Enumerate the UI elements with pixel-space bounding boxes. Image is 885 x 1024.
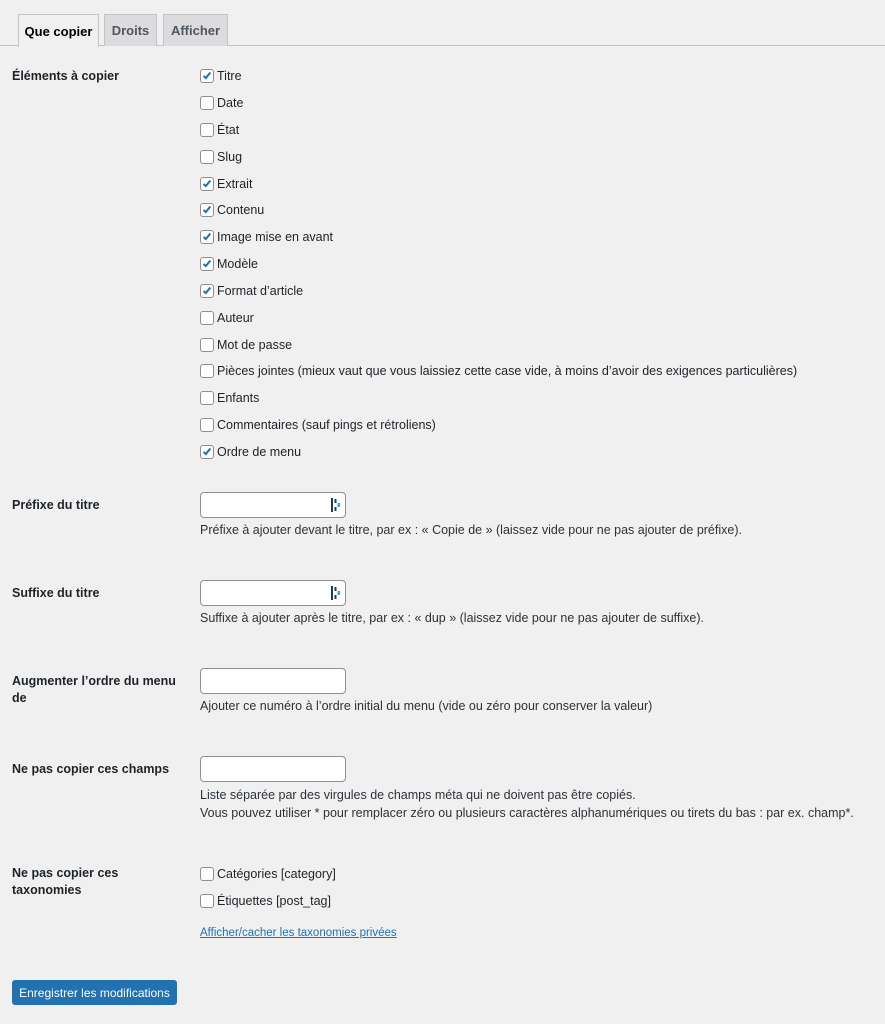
save-button[interactable]: Enregistrer les modifications xyxy=(12,980,177,1005)
checkbox-row-titre[interactable] xyxy=(200,68,242,84)
check-icon xyxy=(203,447,211,456)
exclude-fields-help-line1: Liste séparée par des virgules de champs méta qui ne doivent pas être copiés. xyxy=(200,788,636,802)
checkbox-row-format[interactable] xyxy=(200,283,303,299)
exclude-fields-field[interactable] xyxy=(200,756,346,782)
password-manager-icon[interactable] xyxy=(331,586,341,600)
menu-order-help: Ajouter ce numéro à l’ordre initial du menu (vide ou zéro pour conserver la valeur) xyxy=(200,699,653,713)
checkbox[interactable] xyxy=(200,123,214,137)
checkbox-row-etat[interactable] xyxy=(200,122,239,138)
checkbox[interactable] xyxy=(200,338,214,352)
checkbox-row-pieces-jointes[interactable] xyxy=(200,363,797,379)
check-icon xyxy=(203,71,211,80)
check-icon xyxy=(203,286,211,295)
checkbox[interactable] xyxy=(200,311,214,325)
checkbox-row-etiquettes[interactable] xyxy=(200,893,331,909)
checkbox-label[interactable]: Date xyxy=(217,96,244,110)
checkbox-row-image-mise-en-avant[interactable] xyxy=(200,229,333,245)
checkbox[interactable] xyxy=(200,203,214,217)
title-suffix-label: Suffixe du titre xyxy=(12,586,100,600)
checkbox-label[interactable]: Enfants xyxy=(217,391,260,405)
title-prefix-input[interactable] xyxy=(201,493,345,517)
checkbox-label[interactable]: Format d’article xyxy=(217,284,304,298)
checkbox-label[interactable]: Contenu xyxy=(217,203,265,217)
check-icon xyxy=(203,179,211,188)
checkbox[interactable] xyxy=(200,445,214,459)
title-suffix-field[interactable] xyxy=(200,580,346,606)
checkbox-row-contenu[interactable] xyxy=(200,202,264,218)
checkbox-row-extrait[interactable] xyxy=(200,176,252,192)
checkbox[interactable] xyxy=(200,418,214,432)
checkbox-label[interactable]: Étiquettes [post_tag] xyxy=(217,894,331,908)
title-prefix-label: Préfixe du titre xyxy=(12,498,100,512)
checkbox-row-slug[interactable] xyxy=(200,149,242,165)
checkbox[interactable] xyxy=(200,894,214,908)
checkbox-label[interactable]: Pièces jointes (mieux vaut que vous laissiez cette case vide, à moins d’avoir des exigences particulières) xyxy=(217,364,798,378)
exclude-taxonomies-label xyxy=(12,865,118,899)
checkbox[interactable] xyxy=(200,257,214,271)
check-icon xyxy=(203,232,211,241)
menu-order-label-line2: de xyxy=(12,691,27,705)
title-suffix-help: Suffixe à ajouter après le titre, par ex : « dup » (laissez vide pour ne pas ajouter de suffixe). xyxy=(200,611,704,625)
checkbox[interactable] xyxy=(200,364,214,378)
menu-order-label xyxy=(12,673,176,707)
checkbox[interactable] xyxy=(200,150,214,164)
menu-order-label-line1: Augmenter l’ordre du menu xyxy=(12,674,176,688)
exclude-fields-help-line2: Vous pouvez utiliser * pour remplacer zéro ou plusieurs caractères alphanumériques ou tirets du bas : par ex. champ*. xyxy=(200,806,854,820)
settings-tabs xyxy=(0,0,885,46)
checkbox-label[interactable]: Titre xyxy=(217,69,242,83)
toggle-private-taxonomies-link[interactable]: Afficher/cacher les taxonomies privées xyxy=(200,927,397,939)
checkbox-label[interactable]: Modèle xyxy=(217,257,258,271)
tab-droits[interactable]: Droits xyxy=(104,14,157,46)
checkbox-row-enfants[interactable] xyxy=(200,390,259,406)
menu-order-field[interactable] xyxy=(200,668,346,694)
checkbox-label[interactable]: Catégories [category] xyxy=(217,867,336,881)
elements-to-copy-label: Éléments à copier xyxy=(12,69,119,83)
exclude-taxonomies-label-line1: Ne pas copier ces xyxy=(12,866,119,880)
checkbox[interactable] xyxy=(200,96,214,110)
checkbox-row-categories[interactable] xyxy=(200,866,336,882)
checkbox-row-date[interactable] xyxy=(200,95,243,111)
exclude-taxonomies-label-line2: taxonomies xyxy=(12,883,82,897)
checkbox[interactable] xyxy=(200,284,214,298)
checkbox[interactable] xyxy=(200,230,214,244)
title-suffix-input[interactable] xyxy=(201,581,345,605)
checkbox-row-ordre-de-menu[interactable] xyxy=(200,444,301,460)
title-prefix-field[interactable] xyxy=(200,492,346,518)
checkbox-label[interactable]: Slug xyxy=(217,150,243,164)
tab-afficher[interactable]: Afficher xyxy=(163,14,228,46)
checkbox-row-auteur[interactable] xyxy=(200,310,254,326)
checkbox-label[interactable]: Mot de passe xyxy=(217,338,293,352)
check-icon xyxy=(203,205,211,214)
exclude-fields-label: Ne pas copier ces champs xyxy=(12,762,170,776)
checkbox-label[interactable]: Commentaires (sauf pings et rétroliens) xyxy=(217,418,436,432)
checkbox[interactable] xyxy=(200,867,214,881)
checkbox[interactable] xyxy=(200,177,214,191)
checkbox-row-mot-de-passe[interactable] xyxy=(200,337,292,353)
checkbox-label[interactable]: État xyxy=(217,123,240,137)
tab-que-copier[interactable]: Que copier xyxy=(18,14,99,47)
menu-order-input[interactable] xyxy=(201,669,345,693)
check-icon xyxy=(203,259,211,268)
exclude-fields-help xyxy=(200,786,854,822)
checkbox-label[interactable]: Ordre de menu xyxy=(217,445,302,459)
checkbox[interactable] xyxy=(200,69,214,83)
password-manager-icon[interactable] xyxy=(331,498,341,512)
checkbox[interactable] xyxy=(200,391,214,405)
checkbox-row-commentaires[interactable] xyxy=(200,417,436,433)
checkbox-label[interactable]: Image mise en avant xyxy=(217,230,334,244)
exclude-fields-input[interactable] xyxy=(201,757,345,781)
checkbox-label[interactable]: Auteur xyxy=(217,311,254,325)
title-prefix-help: Préfixe à ajouter devant le titre, par ex : « Copie de » (laissez vide pour ne pas ajouter de préfixe). xyxy=(200,523,742,537)
checkbox-row-modele[interactable] xyxy=(200,256,258,272)
checkbox-label[interactable]: Extrait xyxy=(217,177,253,191)
